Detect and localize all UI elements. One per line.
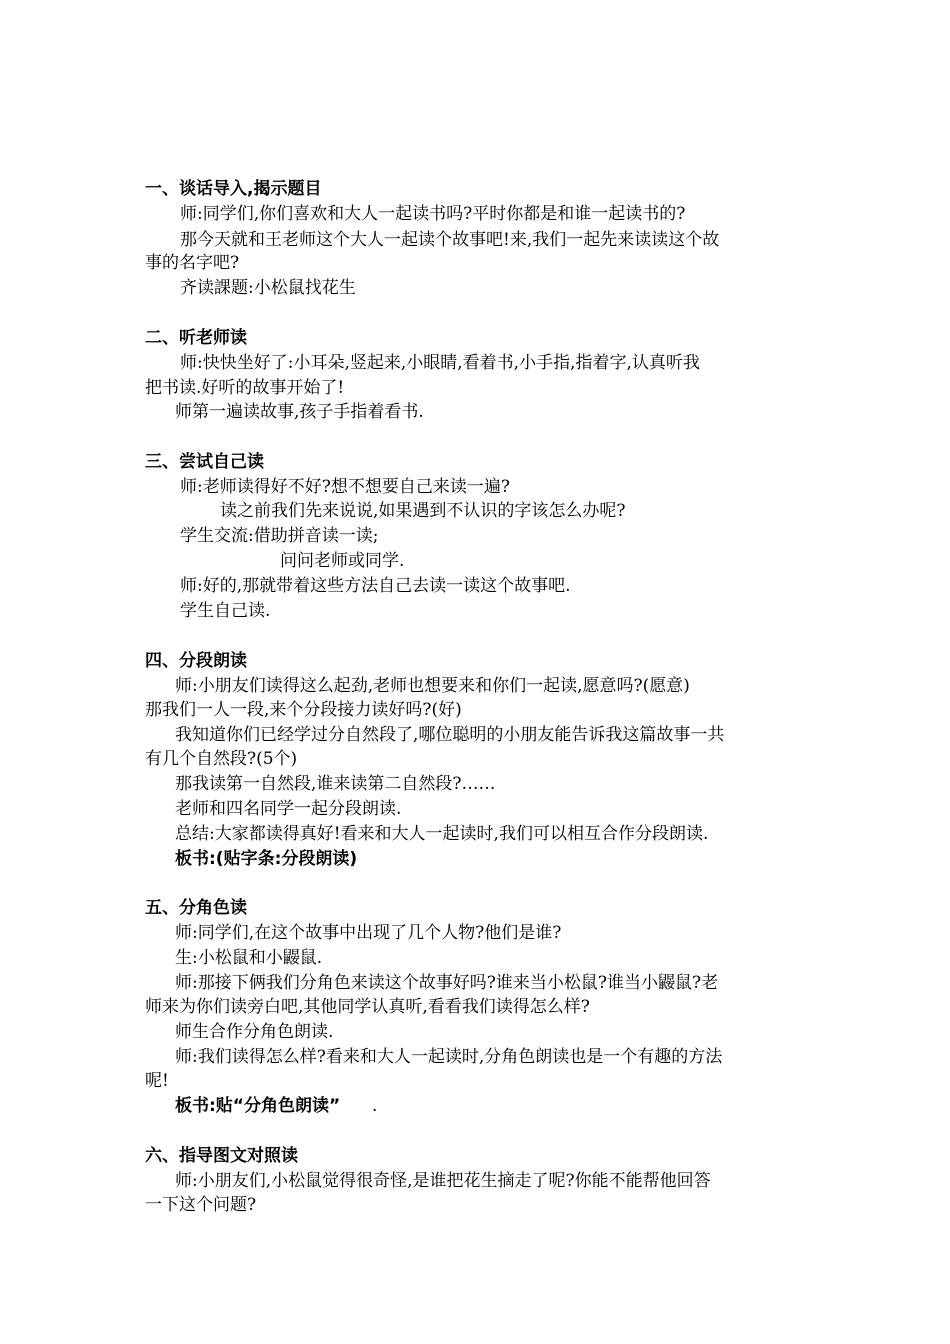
section-heading: 六、指导图文对照读	[145, 1146, 298, 1166]
trailing-period: .	[372, 1096, 378, 1116]
paragraph-line: 读之前我们先来说说,如果遇到不认识的字该怎么办呢?	[220, 501, 626, 521]
paragraph-line: 老师和四名同学一起分段朗读.	[175, 799, 402, 819]
section-heading: 二、听老师读	[145, 328, 247, 348]
paragraph-line: 总结:大家都读得真好!看来和大人一起读时,我们可以相互合作分段朗读.	[175, 824, 709, 844]
paragraph-line: 师:那接下俩我们分角色来读这个故事好吗?谁来当小松鼠?谁当小鼹鼠?老	[175, 973, 719, 993]
paragraph-line: 那今天就和王老师这个大人一起读个故事吧!来,我们一起先来读读这个故	[180, 230, 720, 250]
paragraph-line: 把书读.好听的故事开始了!	[145, 378, 345, 398]
paragraph-line: 师:老师读得好不好?想不想要自己来读一遍?	[180, 477, 510, 497]
paragraph-line: 我知道你们已经学过分自然段了,哪位聪明的小朋友能告诉我这篇故事一共	[175, 725, 725, 745]
paragraph-line: 问问老师或同学.	[280, 551, 405, 571]
paragraph-line: 师来为你们读旁白吧,其他同学认真听,看看我们读得怎么样?	[145, 997, 590, 1017]
paragraph-line: 事的名字吧?	[145, 253, 240, 273]
paragraph-line: 齐读課题:小松鼠找花生	[180, 278, 356, 298]
paragraph-line: 呢!	[145, 1071, 169, 1091]
paragraph-line: 师:同学们,在这个故事中出现了几个人物?他们是谁?	[175, 923, 562, 943]
paragraph-line: 那我读第一自然段,谁来读第二自然段?……	[175, 774, 496, 794]
blackboard-note: 板书:(贴字条:分段朗读)	[175, 849, 358, 869]
paragraph-line: 师:同学们,你们喜欢和大人一起读书吗?平时你都是和谁一起读书的?	[180, 204, 686, 224]
paragraph-line: 生:小松鼠和小鼹鼠.	[175, 948, 323, 968]
paragraph-line: 那我们一人一段,来个分段接力读好吗?(好)	[145, 700, 462, 720]
section-heading: 一、谈话导入,揭示题目	[145, 179, 322, 199]
paragraph-line: 师第一遍读故事,孩子手指着看书.	[175, 402, 424, 422]
section-heading: 三、尝试自己读	[145, 452, 264, 472]
paragraph-line: 师:小朋友们,小松鼠觉得很奇怪,是谁把花生摘走了呢?你能不能帮他回答	[175, 1171, 711, 1191]
paragraph-line: 师:小朋友们读得这么起劲,老师也想要来和你们一起读,愿意吗?(愿意)	[175, 676, 690, 696]
section-heading: 五、分角色读	[145, 898, 247, 918]
paragraph-line: 学生自己读.	[180, 601, 271, 621]
paragraph-line: 一下这个问题?	[145, 1195, 257, 1215]
paragraph-line: 师:好的,那就带着这些方法自己去读一读这个故事吧.	[180, 576, 571, 596]
section-heading: 四、分段朗读	[145, 651, 247, 671]
paragraph-line: 学生交流:借助拼音读一读;	[180, 526, 379, 546]
paragraph-line: 师:我们读得怎么样?看来和大人一起读时,分角色朗读也是一个有趣的方法	[175, 1047, 723, 1067]
paragraph-line: 师:快快坐好了:小耳朵,竖起来,小眼睛,看着书,小手指,指着字,认真听我	[180, 353, 700, 373]
paragraph-line: 师生合作分角色朗读.	[175, 1022, 334, 1042]
blackboard-note: 板书:贴“分角色朗读”	[175, 1096, 341, 1116]
paragraph-line: 有几个自然段?(5个)	[145, 749, 298, 769]
